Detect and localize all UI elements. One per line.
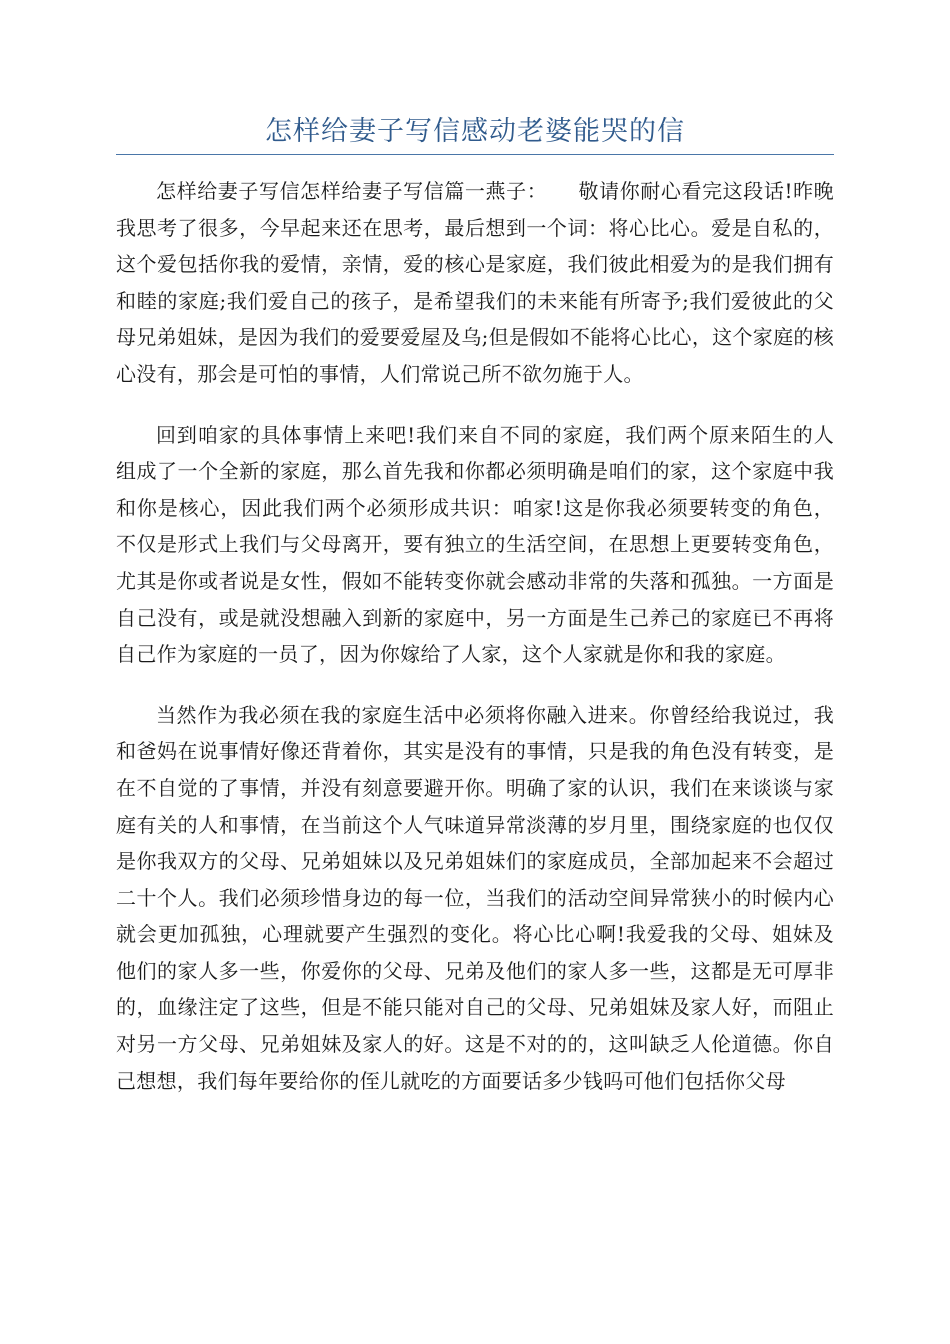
document-body [116,173,834,1123]
paragraph-1: 怎样给妻子写信怎样给妻子写信篇一燕子： 敬请你耐心看完这段话!昨晚我思考了很多，今早起来还在思考，最后想到一个词：将心比心。爱是自私的，这个爱包括你我的爱情，亲情，爱的核心是家庭，我们彼此相爱为的是我们拥有和睦的家庭;我们爱自己的孩子，是希望我们的未来能有所寄予;我们爱彼此的父母兄弟姐妹，是因为我们的爱要爱屋及乌;但是假如不能将心比心，这个家庭的核心没有，那会是可怕的事情，人们常说己所不欲勿施于人。 [116,179,834,386]
paragraph-3: 当然作为我必须在我的家庭生活中必须将你融入进来。你曾经给我说过，我和爸妈在说事情好像还背着你，其实是没有的事情，只是我的角色没有转变，是在不自觉的了事情，并没有刻意要避开你。明确了家的认识，我们在来谈谈与家庭有关的人和事情，在当前这个人气味道异常淡薄的岁月里，围绕家庭的也仅仅是你我双方的父母、兄弟姐妹以及兄弟姐妹们的家庭成员，全部加起来不会超过二十个人。我们必须珍惜身边的每一位，当我们的活动空间异常狭小的时候内心就会更加孤独，心理就要产生强烈的变化。将心比心啊!我爱我的父母、姐妹及他们的家人多一些，你爱你的父母、兄弟及他们的家人多一些，这都是无可厚非的，血缘注定了这些，但是不能只能对自己的父母、兄弟姐妹及家人好，而阻止对另一方父母、兄弟姐妹及家人的好。这是不对的的，这叫缺乏人伦道德。你自己想想，我们每年要给你的侄儿就吃的方面要话多少钱吗可他们包括你父母 [116,702,834,1093]
title-underline [116,154,834,155]
document-title: 怎样给妻子写信感动老婆能哭的信 [265,116,685,147]
paragraph-2: 回到咱家的具体事情上来吧!我们来自不同的家庭，我们两个原来陌生的人组成了一个全新的家庭，那么首先我和你都必须明确是咱们的家，这个家庭中我和你是核心，因此我们两个必须形成共识：咱家!这是你我必须要转变的角色，不仅是形式上我们与父母离开，要有独立的生活空间，在思想上更要转变角色，尤其是你或者说是女性，假如不能转变你就会感动非常的失落和孤独。一方面是自己没有，或是就没想融入到新的家庭中，另一方面是生己养己的家庭已不再将自己作为家庭的一员了，因为你嫁给了人家，这个人家就是你和我的家庭。 [116,422,834,667]
